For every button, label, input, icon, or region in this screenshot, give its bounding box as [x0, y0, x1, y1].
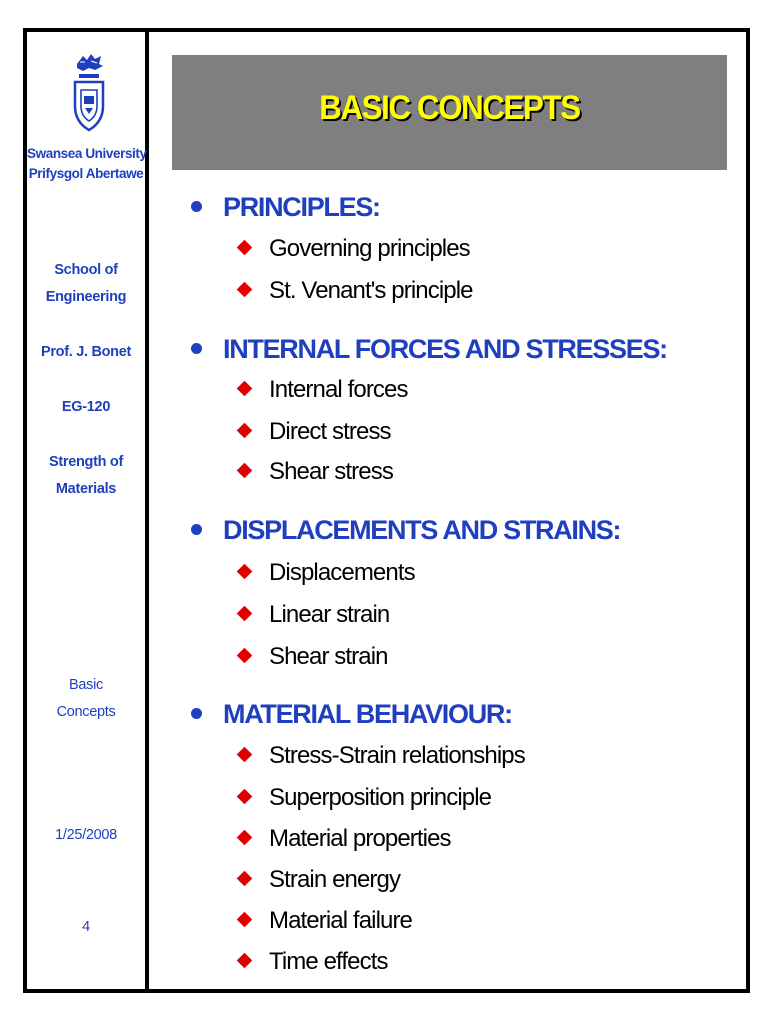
list-item: Governing principles	[269, 235, 470, 262]
list-item: Material properties	[269, 825, 451, 852]
university-name	[27, 144, 145, 184]
university-name-cy: Prifysgol Abertawe	[28, 166, 144, 181]
course-code: EG-120	[61, 399, 111, 415]
diamond-bullet-icon	[237, 282, 253, 298]
diamond-bullet-icon	[237, 871, 253, 887]
diamond-bullet-icon	[237, 381, 253, 397]
diamond-bullet-icon	[237, 564, 253, 580]
slide-sidebar	[27, 32, 149, 989]
slide-date: 1/25/2008	[55, 827, 117, 843]
slide-title: BASIC CONCEPTS	[319, 89, 580, 127]
list-item: Shear stress	[269, 458, 393, 485]
diamond-bullet-icon	[237, 606, 253, 622]
list-item: Superposition principle	[269, 784, 492, 811]
list-item: Time effects	[269, 948, 388, 975]
list-item: Internal forces	[269, 376, 408, 403]
circle-bullet-icon	[191, 708, 202, 719]
diamond-bullet-icon	[237, 747, 253, 763]
diamond-bullet-icon	[237, 912, 253, 928]
university-name-en: Swansea University	[27, 146, 147, 161]
list-item: Shear strain	[269, 643, 388, 670]
diamond-bullet-icon	[237, 789, 253, 805]
diamond-bullet-icon	[237, 240, 253, 256]
university-crest-icon	[69, 50, 109, 136]
diamond-bullet-icon	[237, 463, 253, 479]
circle-bullet-icon	[191, 343, 202, 354]
section-heading: MATERIAL BEHAVIOUR:	[223, 699, 512, 729]
list-item: Stress-Strain relationships	[269, 742, 525, 769]
school-name: School of Engineering	[45, 262, 127, 305]
slide-page-number: 4	[82, 919, 90, 935]
list-item: Displacements	[269, 559, 415, 586]
slide	[23, 28, 750, 993]
slide-title-bar	[172, 55, 727, 170]
professor-name: Prof. J. Bonet	[40, 344, 132, 360]
circle-bullet-icon	[191, 201, 202, 212]
slide-topic: Basic Concepts	[56, 677, 116, 720]
list-item: Linear strain	[269, 601, 390, 628]
section-heading: INTERNAL FORCES AND STRESSES:	[223, 334, 667, 364]
section-heading: PRINCIPLES:	[223, 192, 380, 222]
diamond-bullet-icon	[237, 830, 253, 846]
circle-bullet-icon	[191, 524, 202, 535]
list-item: Direct stress	[269, 418, 391, 445]
diamond-bullet-icon	[237, 423, 253, 439]
diamond-bullet-icon	[237, 648, 253, 664]
section-heading: DISPLACEMENTS AND STRAINS:	[223, 515, 621, 545]
list-item: Material failure	[269, 907, 412, 934]
course-name: Strength of Materials	[48, 454, 124, 497]
list-item: St. Venant's principle	[269, 277, 473, 304]
list-item: Strain energy	[269, 866, 401, 893]
diamond-bullet-icon	[237, 953, 253, 969]
